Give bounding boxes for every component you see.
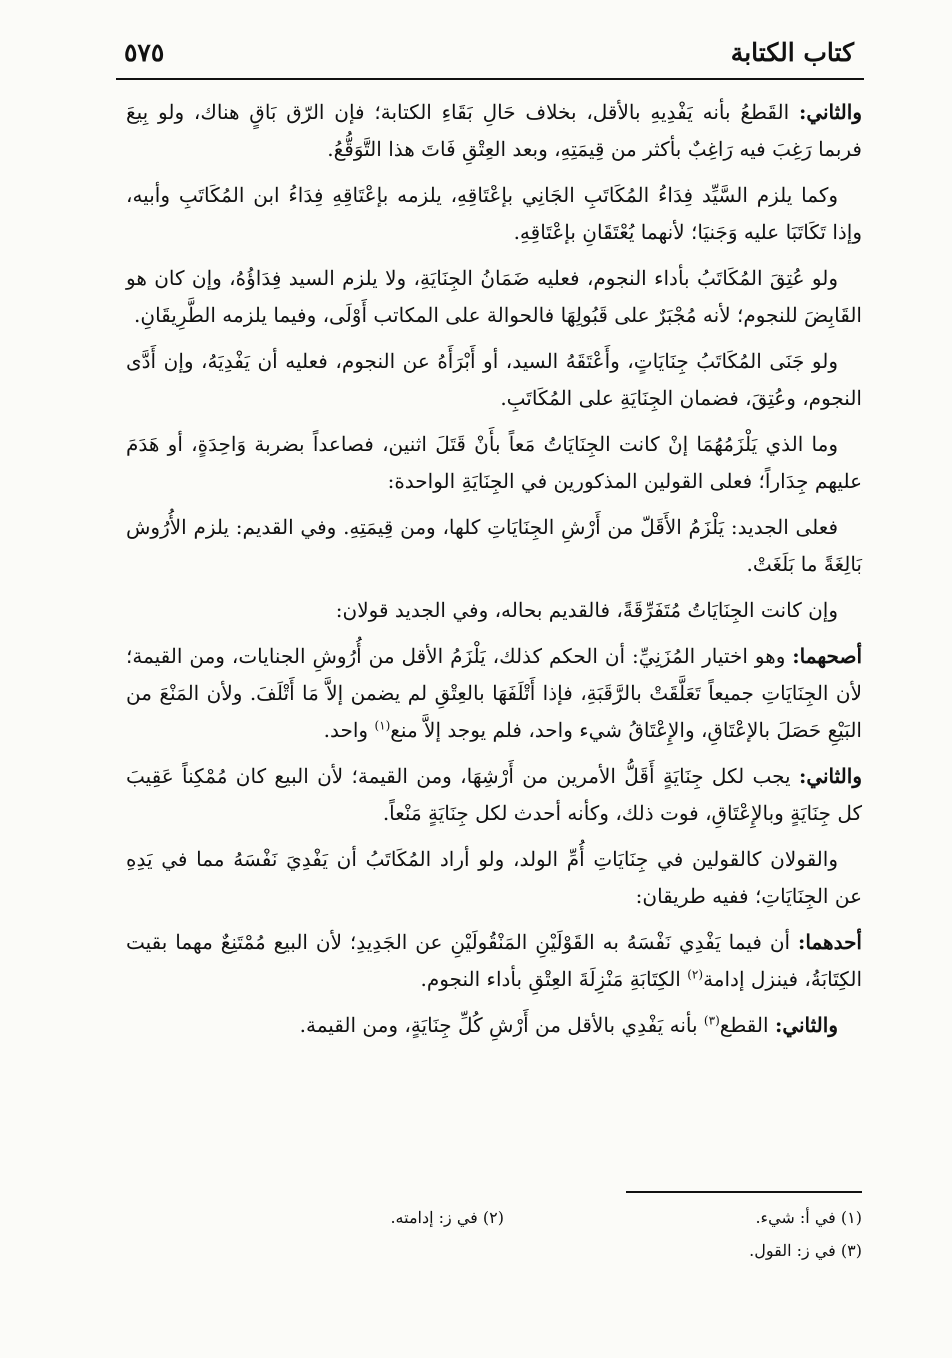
footnote-text: في ز: إدامته. bbox=[390, 1208, 478, 1227]
paragraph bbox=[126, 94, 862, 168]
footnote-number: (٣) bbox=[840, 1241, 862, 1260]
paragraph bbox=[126, 924, 862, 998]
paragraph-text-after: واحد. bbox=[323, 718, 375, 742]
page-header bbox=[124, 38, 854, 78]
paragraph-text: وما الذي يَلْزَمُهُمَا إنْ كانت الجِنَايَاتُ مَعاً بأَنْ قَتَلَ اثنين، فصاعداً بضربة وَاحِدَةٍ، أو هَدَمَ عليهم جِدَاراً؛ فعلى القولين المذكورين في الجِنَايَةِ الواحدة: bbox=[126, 432, 862, 493]
paragraph-text-after: الكِتَابَةِ مَنْزِلَةَ العِتْقِ بأداء النجوم. bbox=[420, 967, 688, 991]
paragraph bbox=[126, 177, 862, 251]
footnote bbox=[749, 1241, 862, 1260]
running-title: كتاب الكتابة bbox=[730, 38, 854, 67]
footnote bbox=[390, 1208, 504, 1227]
paragraph bbox=[126, 509, 862, 583]
footnote bbox=[755, 1208, 862, 1227]
footnote-ref[interactable]: (٣) bbox=[703, 1013, 720, 1028]
paragraph-text: القطع bbox=[719, 1013, 775, 1037]
paragraph-lead: والثاني: bbox=[798, 100, 862, 124]
main-text bbox=[126, 94, 862, 1053]
paragraph bbox=[126, 592, 862, 629]
footnote-number: (٢) bbox=[482, 1208, 504, 1227]
paragraph-lead: أحدهما: bbox=[797, 930, 862, 954]
paragraph-text-after: بأنه يَفْدِي بالأقل من أَرْشِ كُلِّ جِنَايَةٍ، ومن القيمة. bbox=[299, 1013, 704, 1037]
paragraph-text: أن فيما يَفْدِي نَفْسَهُ به القَوْلَيْنِ المَنْقُولَيْنِ عن الجَدِيدِ؛ لأن البيع مُمْتَنِعٌ مهما بقيت الكِتَابَةُ، فينزل إدامة bbox=[126, 930, 862, 991]
paragraph bbox=[126, 758, 862, 832]
paragraph bbox=[126, 260, 862, 334]
paragraph-text: وكما يلزم السَّيِّد فِدَاءُ المُكَاتَبِ الجَانِي بإعْتَاقِهِ، يلزمه بإعْتَاقِهِ فِدَاءُ ابن المُكَاتَبِ وأبيه، وإذا تَكَاتَبَا عليه وَجَنيَا؛ لأنهما يُعْتَقَانِ بإعْتَاقِهِ. bbox=[126, 183, 862, 244]
paragraph-lead: والثاني: bbox=[798, 764, 862, 788]
paragraph bbox=[126, 426, 862, 500]
paragraph-text: ولو جَنَى المُكَاتَبُ جِنَايَاتٍ، وأَعْتَقَهُ السيد، أو أَبْرَأَهُ عن النجوم، فعليه أن يَفْدِيَهُ، وإن أَدَّى النجوم، وعُتِقَ، فضمان الجِنَايَةِ على المُكَاتَبِ. bbox=[126, 349, 862, 410]
paragraph-lead: أصحهما: bbox=[792, 644, 863, 668]
paragraph-text: وإن كانت الجِنَايَاتُ مُتَفَرِّقَةً، فالقديم بحاله، وفي الجديد قولان: bbox=[335, 598, 838, 622]
footnote-ref[interactable]: (٢) bbox=[687, 967, 704, 982]
paragraph-text: فعلى الجديد: يَلْزَمُ الأَقَلّ من أَرْشِ الجِنَايَاتِ كلها، ومن قِيمَتِهِ. وفي القديم: يلزم الأُرُوش بَالِغَةً ما بَلَغَتْ. bbox=[126, 515, 862, 576]
paragraph-text: ولو عُتِقَ المُكَاتَبُ بأداء النجوم، فعليه ضَمَانُ الجِنَايَةِ، ولا يلزم السيد فِدَاؤُهُ، وإن كان هو القَابِضَ للنجوم؛ لأنه مُجْبَرٌ على قَبُولِهَا فالحوالة على المكاتب أَوْلَى، وفيما يلزمه الطَّرِيقَانِ. bbox=[126, 266, 862, 327]
paragraph-text: يجب لكل جِنَايَةٍ أَقَلُّ الأمرين من أَرْشِهَا، ومن القيمة؛ لأن البيع كان مُمْكِناً عَقِيبَ كل جِنَايَةٍ وبالإِعْتَاقِ، فوت ذلك، وكأنه أحدث لكل جِنَايَةٍ مَنْعاً. bbox=[126, 764, 862, 825]
paragraph-text: وهو اختيار المُزَنِيِّ: أن الحكم كذلك، يَلْزَمُ الأقل من أُرُوشِ الجنايات، ومن القيمة؛ لأن الجِنَايَاتِ جميعاً تَعَلَّقَتْ بالرَّقَبَةِ، فإذا أَتْلَفَهَا بالعِتْقِ لم يضمن إلاَّ مَا أَتْلَفَ. ولأن المَنْعَ من البَيْعِ حَصَلَ بالإعْتَاقِ، والإِعْتَاقُ شيء واحد، فلم يوجد إلاَّ منع bbox=[126, 644, 863, 742]
footnote-ref[interactable]: (١) bbox=[374, 718, 391, 733]
paragraph bbox=[126, 343, 862, 417]
footnote-rule bbox=[626, 1191, 862, 1193]
paragraph bbox=[126, 638, 862, 749]
footnote-text: في ز: القول. bbox=[749, 1241, 836, 1260]
header-rule bbox=[116, 78, 864, 80]
paragraph-text: القَطعُ بأنه يَفْدِيهِ بالأقل، بخلاف حَالِ بَقَاءِ الكتابة؛ فإن الرّق بَاقٍ هناك، ولو بِيعَ فربما رَغِبَ فيه رَاغِبٌ بأكثر من قِيمَتِهِ، وبعد العِتْقِ فَاتَ هذا التَّوَقُّعُ. bbox=[126, 100, 862, 161]
footnote-number: (١) bbox=[840, 1208, 862, 1227]
paragraph-lead: والثاني: bbox=[774, 1013, 838, 1037]
page-number: ٥٧٥ bbox=[124, 38, 165, 67]
footnote-text: في أ: شيء. bbox=[755, 1208, 836, 1227]
paragraph-text: والقولان كالقولين في جِنَايَاتِ أُمِّ الولد، ولو أراد المُكَاتَبُ أن يَفْدِيَ نَفْسَهُ مما في يَدِهِ عن الجِنَايَاتِ؛ ففيه طريقان: bbox=[126, 847, 862, 908]
paragraph bbox=[126, 1007, 862, 1044]
paragraph bbox=[126, 841, 862, 915]
